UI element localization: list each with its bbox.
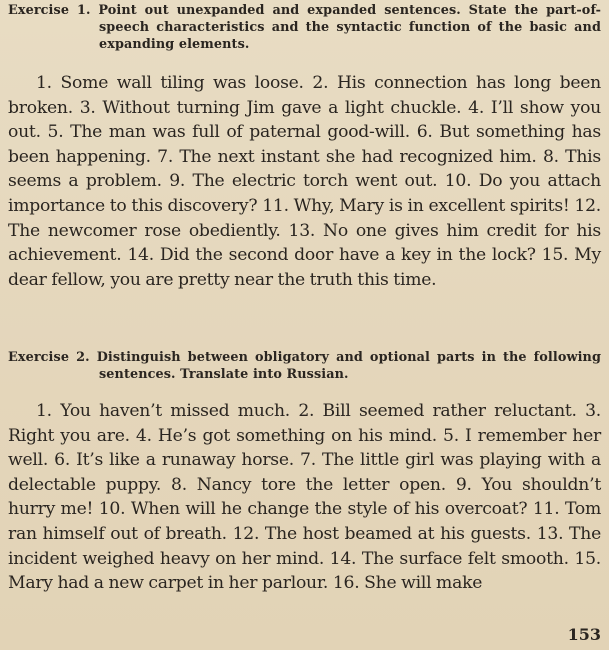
exercise-2-heading [8,349,601,383]
page-number: 153 [567,625,601,644]
exercise-2 [8,349,601,596]
exercise-2-sentences: 1. You haven’t missed much. 2. Bill seemed rather reluctant. 3. Right you are. 4. He’s got something on his mind. 5. I remember her well. 6. It’s like a runaway horse. 7. The little girl was playing with a delectable puppy. 8. Nancy tore the letter open. 9. You shouldn’t hurry me! 10. When will he change the style of his overcoat? 11. Tom ran himself out of breath. 12. The host beamed at his guests. 13. The incident weighed heavy on her mind. 14. The surface felt smooth. 15. Mary had a new carpet in her parlour. 16. She will make [8,401,601,594]
exercise-1-title: Exercise 1. [8,3,91,18]
exercise-1-sentences: 1. Some wall tiling was loose. 2. His connection has long been broken. 3. Without turning Jim gave a light chuckle. 4. I’ll show you out. 5. The man was full of paternal good-will. 6. But something has been happening. 7. The next instant she had recognized him. 8. This seems a problem. 9. The electric torch went out. 10. Do you attach importance to this discovery? 11. Why, Mary is in excellent spirits! 12. The newcomer rose obediently. 13. No one gives him credit for his achievement. 14. Did the second door have a key in the lock? 15. My dear fellow, you are pretty near the truth this time. [8,73,601,290]
exercise-2-title: Exercise 2. [8,350,90,365]
exercise-2-instruction: Distinguish between obligatory and optional parts in the following sentences. Translate into Russian. [96,350,602,382]
exercise-1-heading [8,2,601,53]
exercise-1 [8,2,601,292]
exercise-1-instruction: Point out unexpanded and expanded sentences. State the part-of-speech characteristics and the syntactic function of the basic and expanding elements. [98,3,601,52]
